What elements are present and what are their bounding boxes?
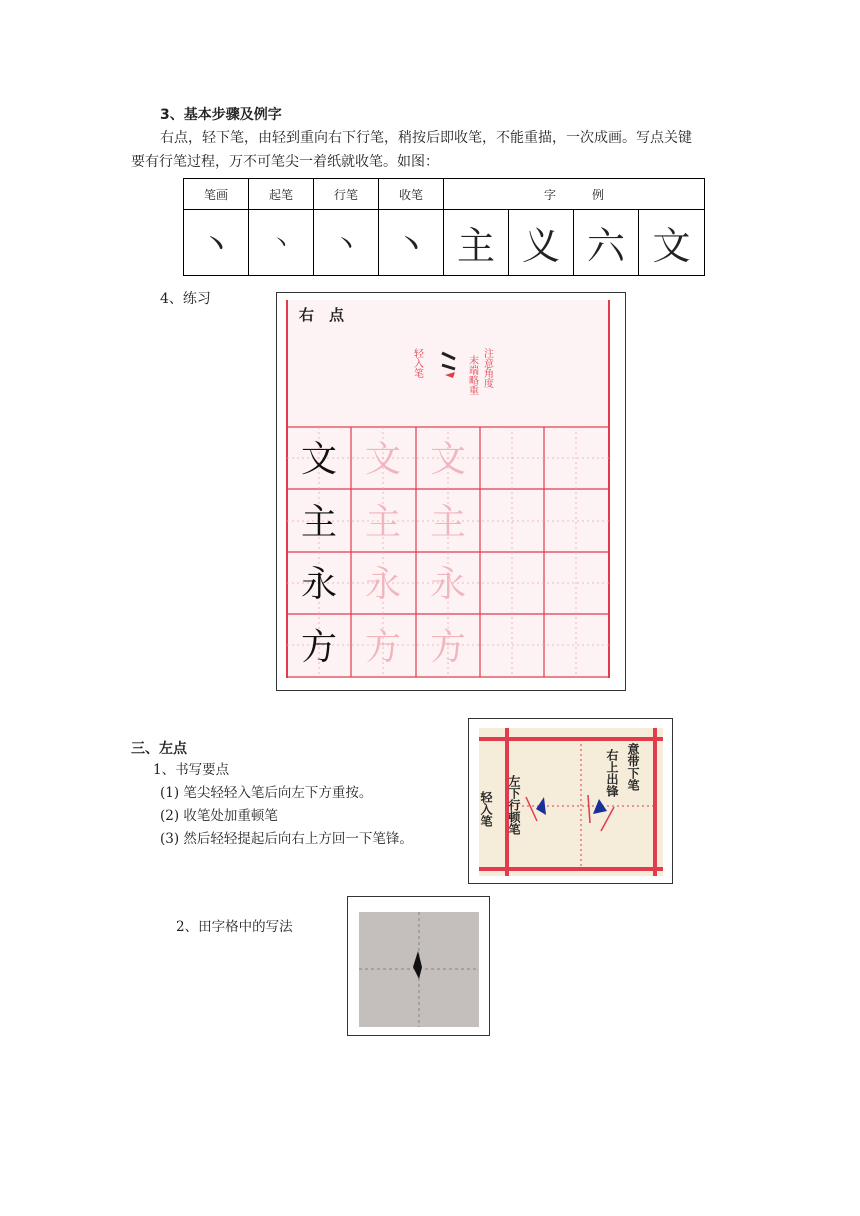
stroke-start: 丶 xyxy=(269,232,292,257)
trace-char: 主 xyxy=(429,502,467,543)
trace-char: 永 xyxy=(364,564,402,605)
label-mind: 意带下笔 xyxy=(626,743,640,791)
example-char: 主 xyxy=(456,224,495,268)
paragraph-line-1: 右点，轻下笔，由轻到重向右下行笔，稍按后即收笔，不能重描，一次成画。写点关键 xyxy=(160,130,692,146)
example-char: 义 xyxy=(521,224,560,268)
subheading-key-points: 1、书写要点 xyxy=(153,762,230,778)
stroke-end: 丶 xyxy=(394,226,428,266)
table-header: 起笔 xyxy=(249,179,314,210)
grid-writing-photo xyxy=(347,896,490,1036)
trace-char: 文 xyxy=(364,439,402,480)
practice-char: 主 xyxy=(300,502,338,543)
label-lower-left: 左下行顿笔 xyxy=(507,775,521,835)
stroke-complete: 丶 xyxy=(199,226,233,266)
grid-writing-label: 2、田字格中的写法 xyxy=(176,919,293,935)
practice-char: 永 xyxy=(300,564,338,605)
note-right: 注意角度 xyxy=(481,348,493,388)
practice-char: 方 xyxy=(300,627,338,668)
stroke-move: 丶 xyxy=(331,227,360,261)
left-dot-photo xyxy=(468,718,673,884)
trace-char: 永 xyxy=(429,564,467,605)
key-point-item: (3) 然后轻轻提起后向右上方回一下笔锋。 xyxy=(160,831,413,847)
section-heading-steps: 3、基本步骤及例字 xyxy=(160,107,282,123)
example-char: 六 xyxy=(586,224,625,268)
paragraph-line-2: 要有行笔过程，万不可笔尖一着纸就收笔。如图： xyxy=(131,154,439,170)
key-point-item: (2) 收笔处加重顿笔 xyxy=(160,808,278,824)
table-header-examples: 字 例 xyxy=(444,179,705,210)
example-char: 文 xyxy=(652,224,691,268)
table-header: 笔画 xyxy=(184,179,249,210)
table-header: 收笔 xyxy=(379,179,444,210)
section-heading-left-dot: 三、左点 xyxy=(131,741,187,757)
label-light-in: 轻入笔 xyxy=(479,791,493,827)
trace-char: 方 xyxy=(364,627,402,668)
note-mid: 末端略重 xyxy=(466,355,478,395)
trace-char: 方 xyxy=(429,627,467,668)
trace-char: 主 xyxy=(364,502,402,543)
note-left: 轻入笔 xyxy=(411,348,423,378)
trace-char: 文 xyxy=(429,439,467,480)
label-upper-right: 右上出锋 xyxy=(605,749,619,797)
practice-label: 4、练习 xyxy=(160,291,211,307)
key-point-item: (1) 笔尖轻轻入笔后向左下方重按。 xyxy=(160,785,373,801)
table-header: 行笔 xyxy=(314,179,379,210)
sheet-title: 右 点 xyxy=(299,306,345,324)
stroke-steps-table xyxy=(183,178,705,276)
practice-sheet-image xyxy=(276,292,626,691)
practice-char: 文 xyxy=(300,439,338,480)
